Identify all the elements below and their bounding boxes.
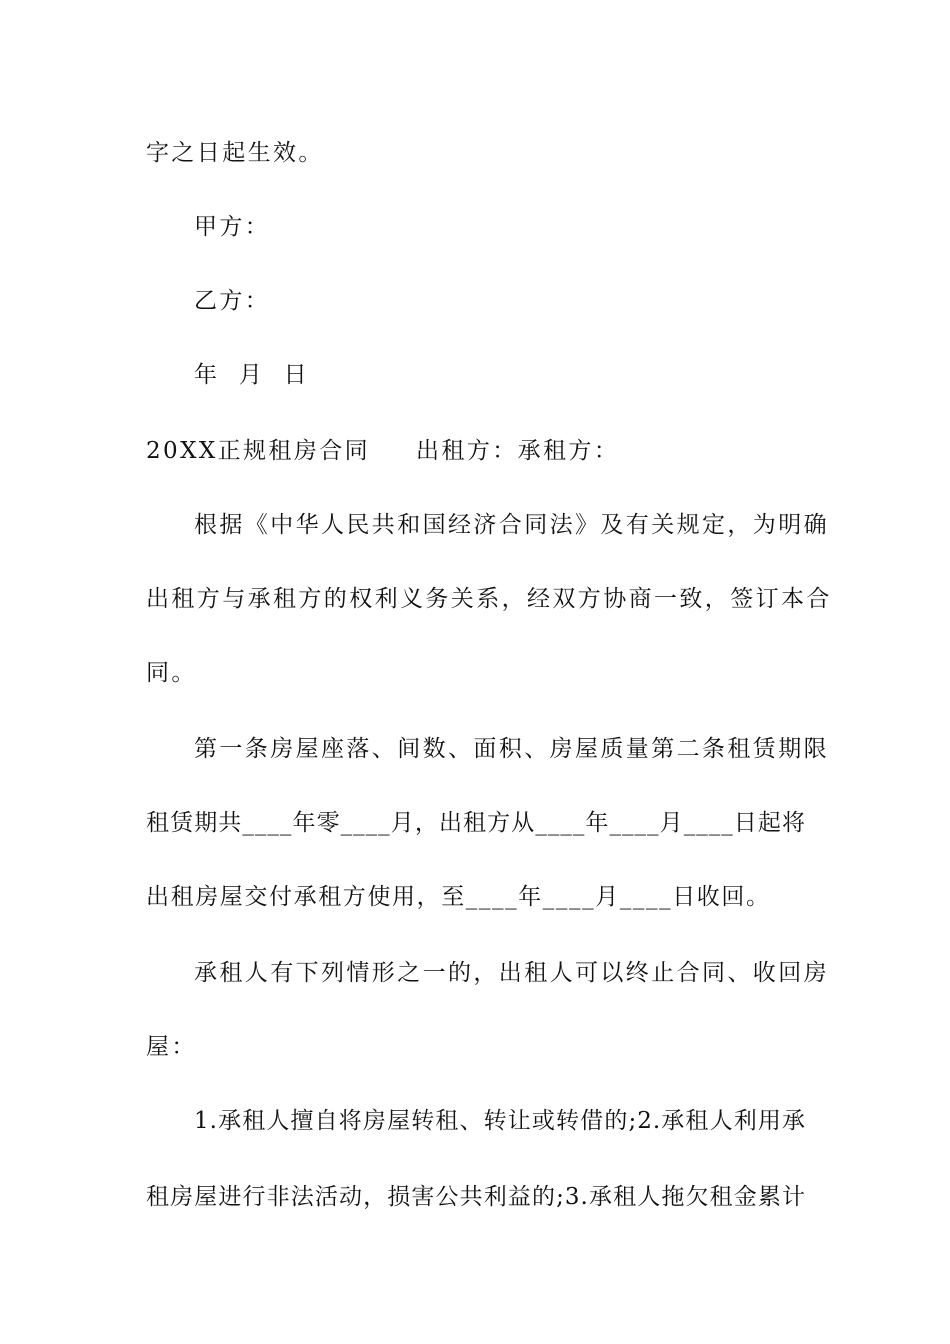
parties-line: 出租方：承租方： (416, 438, 620, 464)
text-line-1: 字之日起生效。 (146, 140, 324, 166)
paragraph-1-line-1: 根据《中华人民共和国经济合同法》及有关规定，为明确 (194, 512, 829, 538)
clause-list-line-2: 租房屋进行非法活动，损害公共利益的;3.承租人拖欠租金累计 (146, 1184, 806, 1210)
termination-line-1: 承租人有下列情形之一的，出租人可以终止合同、收回房 (194, 960, 829, 986)
party-b-label: 乙方： (194, 288, 271, 314)
contract-title-line (146, 436, 806, 466)
date-line: 年 月 日 (194, 362, 310, 388)
contract-title: 20XX正规租房合同 (146, 438, 371, 464)
termination-line-2: 屋： (146, 1034, 197, 1060)
lease-term-line: 租赁期共____年零____月，出租方从____年____月____日起将 (146, 810, 806, 836)
clause-list-line-1: 1.承租人擅自将房屋转租、转让或转借的;2.承租人利用承 (194, 1108, 806, 1134)
party-a-label: 甲方： (194, 214, 271, 240)
lease-return-line: 出租房屋交付承租方使用，至____年____月____日收回。 (146, 884, 771, 910)
paragraph-2-line-1: 第一条房屋座落、间数、面积、房屋质量第二条租赁期限 (194, 736, 829, 762)
paragraph-1-line-3: 同。 (146, 660, 197, 686)
paragraph-1-line-2: 出租方与承租方的权利义务关系，经双方协商一致，签订本合 (146, 586, 832, 612)
